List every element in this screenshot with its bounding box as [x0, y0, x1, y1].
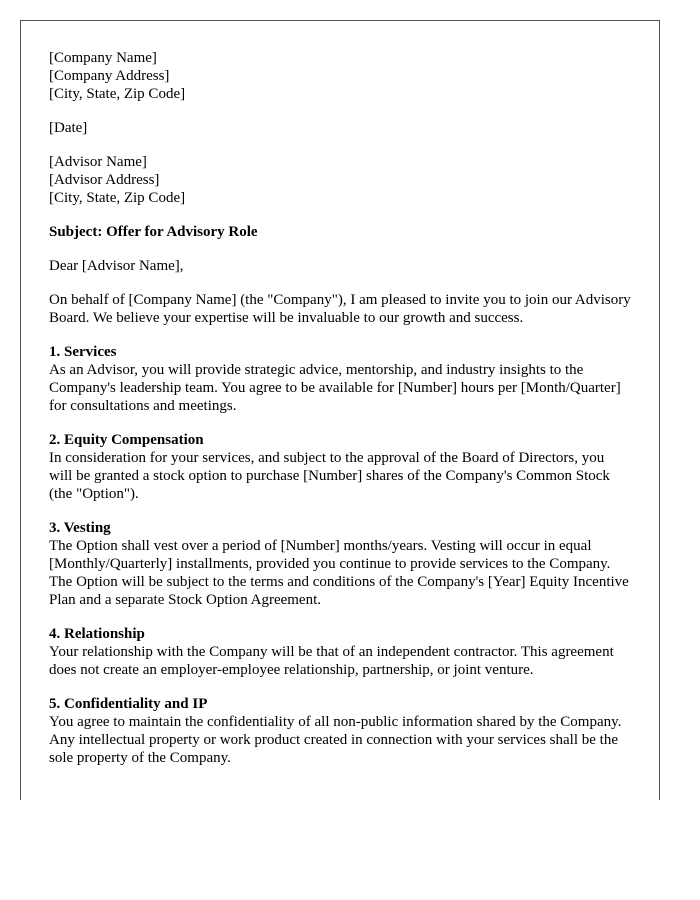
section-body: Your relationship with the Company will be that of an independent contractor. This agreement does not create an employer-employee relationship, partnership, or joint venture. — [49, 644, 614, 678]
sender-address-block — [49, 49, 631, 103]
letter-date: [Date] — [49, 120, 88, 136]
section-title: 2. Equity Compensation — [49, 432, 204, 448]
section-title: 1. Services — [49, 344, 117, 360]
sender-name: [Company Name] — [49, 50, 157, 66]
section-services — [49, 343, 631, 415]
date-block — [49, 119, 631, 137]
recipient-name: [Advisor Name] — [49, 154, 147, 170]
section-equity-compensation — [49, 431, 631, 503]
section-title: 4. Relationship — [49, 626, 145, 642]
recipient-address: [Advisor Address] — [49, 172, 160, 188]
subject-line: Subject: Offer for Advisory Role — [49, 224, 258, 240]
section-body: The Option shall vest over a period of [Number] months/years. Vesting will occur in equal [Monthly/Quarterly] installments, provided you continue to provide services to the Company. The Option will be subject to the terms and conditions of the Company's [Year] Equity Incentive Plan and a separate Stock Option Agreement. — [49, 538, 629, 608]
sender-city: [City, State, Zip Code] — [49, 86, 186, 102]
section-body: You agree to maintain the confidentiality of all non-public information shared by the Company. Any intellectual property or work product created in connection with your services shall be the sole property of the Company. — [49, 714, 622, 766]
section-title: 3. Vesting — [49, 520, 111, 536]
section-vesting — [49, 519, 631, 609]
letter-page — [20, 20, 660, 800]
section-body: In consideration for your services, and subject to the approval of the Board of Directors, you will be granted a stock option to purchase [Number] shares of the Company's Common Stock (the "Option"). — [49, 450, 610, 502]
section-relationship — [49, 625, 631, 679]
recipient-city: [City, State, Zip Code] — [49, 190, 186, 206]
recipient-address-block — [49, 153, 631, 207]
intro-paragraph: On behalf of [Company Name] (the "Company"), I am pleased to invite you to join our Advisory Board. We believe your expertise will be invaluable to our growth and success. — [49, 292, 631, 326]
section-body: As an Advisor, you will provide strategic advice, mentorship, and industry insights to the Company's leadership team. You agree to be available for [Number] hours per [Month/Quarter] for consultations and meetings. — [49, 362, 621, 414]
salutation: Dear [Advisor Name], — [49, 258, 184, 274]
section-confidentiality-ip — [49, 695, 631, 767]
sender-address: [Company Address] — [49, 68, 170, 84]
section-title: 5. Confidentiality and IP — [49, 696, 208, 712]
